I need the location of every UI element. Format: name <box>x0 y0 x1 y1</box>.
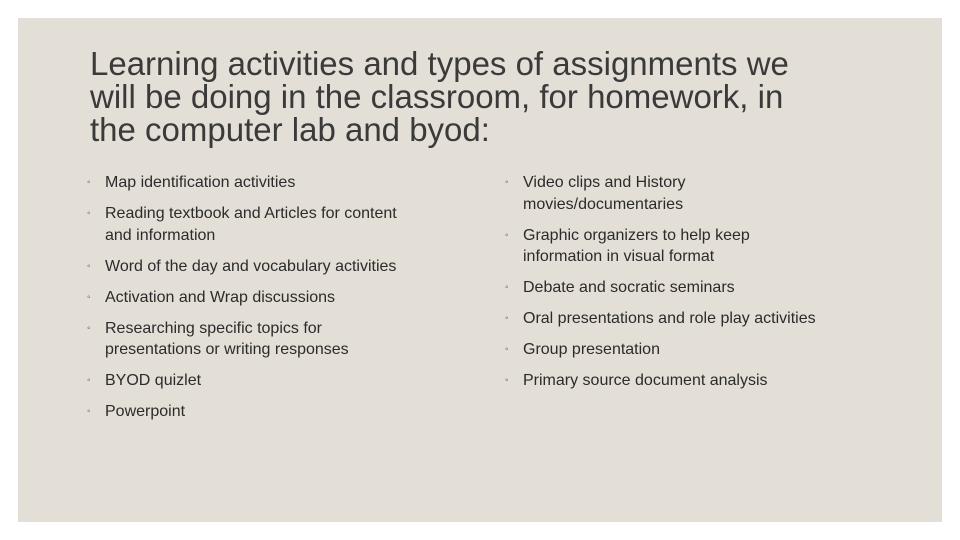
list-item <box>87 203 447 246</box>
list-item <box>87 401 447 423</box>
bullet-icon: ◦ <box>505 344 509 355</box>
list-item-text: Researching specific topics for presentations or writing responses <box>105 319 349 358</box>
list-item-text: Debate and socratic seminars <box>523 279 735 296</box>
list-item-text: Graphic organizers to help keep information in visual format <box>523 226 750 265</box>
list-item <box>87 318 447 361</box>
bullet-icon: ◦ <box>505 229 509 241</box>
list-item-text: Reading textbook and Articles for content and information <box>105 205 397 244</box>
bullet-icon: ◦ <box>87 291 91 303</box>
list-item <box>505 225 865 268</box>
bullet-icon: ◦ <box>505 282 509 293</box>
bullet-icon: ◦ <box>87 208 91 219</box>
bullet-icon: ◦ <box>87 177 91 188</box>
list-item <box>87 287 447 309</box>
list-item <box>505 370 865 392</box>
list-item-text: BYOD quizlet <box>105 372 202 389</box>
list-item <box>87 256 447 278</box>
bullet-icon: ◦ <box>505 177 509 188</box>
left-bullet-list <box>87 172 447 432</box>
list-item <box>87 370 447 392</box>
list-item <box>505 277 865 299</box>
list-item-text: Video clips and History movies/documentaries <box>523 174 686 213</box>
list-item-text: Word of the day and vocabulary activities <box>105 257 397 275</box>
list-item <box>505 339 865 361</box>
bullet-icon: ◦ <box>87 322 91 334</box>
slide-title: Learning activities and types of assignments we will be doing in the classroom, for homework, in the computer lab and byod: <box>90 45 789 148</box>
bullet-icon: ◦ <box>87 260 91 272</box>
list-item-text: Group presentation <box>523 341 660 358</box>
list-item-text: Map identification activities <box>105 174 296 191</box>
list-item-text: Powerpoint <box>105 403 186 420</box>
list-item-text: Primary source document analysis <box>523 372 768 389</box>
right-bullet-list <box>505 172 865 401</box>
list-item <box>505 308 865 330</box>
list-item <box>505 172 865 215</box>
bullet-icon: ◦ <box>87 406 91 417</box>
list-item-text: Oral presentations and role play activities <box>523 310 816 327</box>
slide <box>18 18 942 522</box>
bullet-icon: ◦ <box>505 375 509 386</box>
list-item <box>87 172 447 194</box>
bullet-icon: ◦ <box>505 313 509 324</box>
bullet-icon: ◦ <box>87 375 91 386</box>
list-item-text: Activation and Wrap discussions <box>105 288 336 306</box>
